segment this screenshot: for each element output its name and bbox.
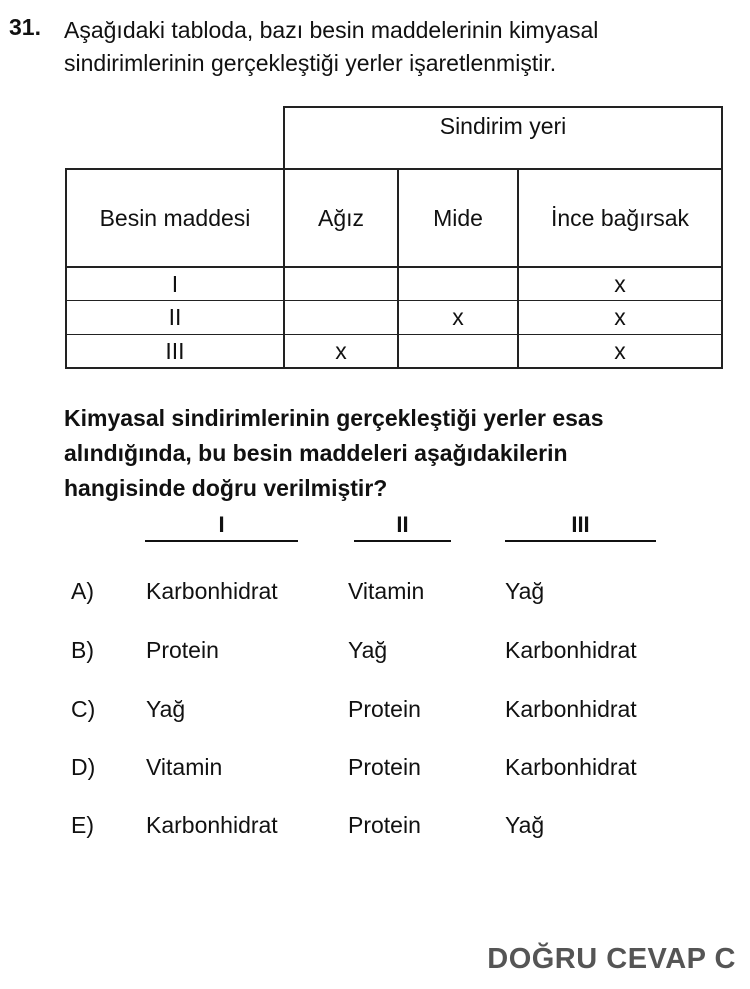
table-cell: x bbox=[452, 304, 464, 330]
option-value: Karbonhidrat bbox=[505, 754, 637, 780]
option-value: Karbonhidrat bbox=[146, 578, 278, 604]
option-column-header: III bbox=[505, 512, 656, 542]
option-value: Karbonhidrat bbox=[505, 637, 637, 663]
question-intro bbox=[64, 14, 598, 80]
digestion-table bbox=[65, 106, 723, 369]
table-column-header: İnce bağırsak bbox=[550, 204, 690, 231]
option-value: Protein bbox=[348, 754, 421, 780]
table-cell: x bbox=[614, 270, 626, 297]
option-letter[interactable]: A) bbox=[71, 578, 94, 604]
option-value: Yağ bbox=[348, 637, 388, 663]
table-cell: x bbox=[614, 337, 626, 364]
option-letter[interactable]: C) bbox=[71, 696, 96, 722]
table-column-header: Ağız bbox=[317, 204, 365, 231]
option-value: Karbonhidrat bbox=[146, 812, 278, 838]
option-letter[interactable]: D) bbox=[71, 754, 96, 780]
option-value: Karbonhidrat bbox=[505, 696, 637, 722]
option-column-header: II bbox=[354, 512, 451, 542]
table-row-label: II bbox=[168, 304, 182, 330]
option-value: Yağ bbox=[505, 812, 545, 838]
table-column-header: Mide bbox=[433, 204, 483, 231]
option-value: Protein bbox=[348, 812, 421, 838]
table-cell bbox=[399, 268, 517, 300]
option-value: Vitamin bbox=[348, 578, 425, 604]
option-value: Yağ bbox=[146, 696, 186, 722]
prompt-line: hangisinde doğru verilmiştir? bbox=[64, 475, 388, 501]
question-number: 31. bbox=[9, 14, 41, 40]
table-cell bbox=[399, 335, 517, 367]
option-letter[interactable]: E) bbox=[71, 812, 94, 838]
table-row-header: Besin maddesi bbox=[99, 204, 251, 231]
option-value: Protein bbox=[146, 637, 219, 663]
option-letter[interactable]: B) bbox=[71, 637, 94, 663]
prompt-line: Kimyasal sindirimlerinin gerçekleştiği yerler esas bbox=[64, 405, 604, 431]
table-row-label: I bbox=[171, 270, 179, 297]
correct-answer-label: DOĞRU CEVAP C bbox=[487, 943, 736, 975]
option-value: Vitamin bbox=[146, 754, 223, 780]
table-cell bbox=[285, 301, 397, 334]
table-cell: x bbox=[335, 337, 347, 364]
table-row-label: III bbox=[165, 337, 185, 364]
table-cell bbox=[285, 268, 397, 300]
prompt-line: alındığında, bu besin maddeleri aşağıdakilerin bbox=[64, 440, 568, 466]
option-value: Protein bbox=[348, 696, 421, 722]
option-column-header: I bbox=[145, 512, 298, 542]
intro-line: Aşağıdaki tabloda, bazı besin maddelerinin kimyasal bbox=[64, 17, 599, 43]
intro-line: sindirimlerinin gerçekleştiği yerler işaretlenmiştir. bbox=[64, 50, 557, 76]
question-prompt bbox=[64, 401, 604, 506]
table-cell: x bbox=[614, 304, 626, 330]
table-group-header: Sindirim yeri bbox=[439, 112, 567, 139]
option-value: Yağ bbox=[505, 578, 545, 604]
